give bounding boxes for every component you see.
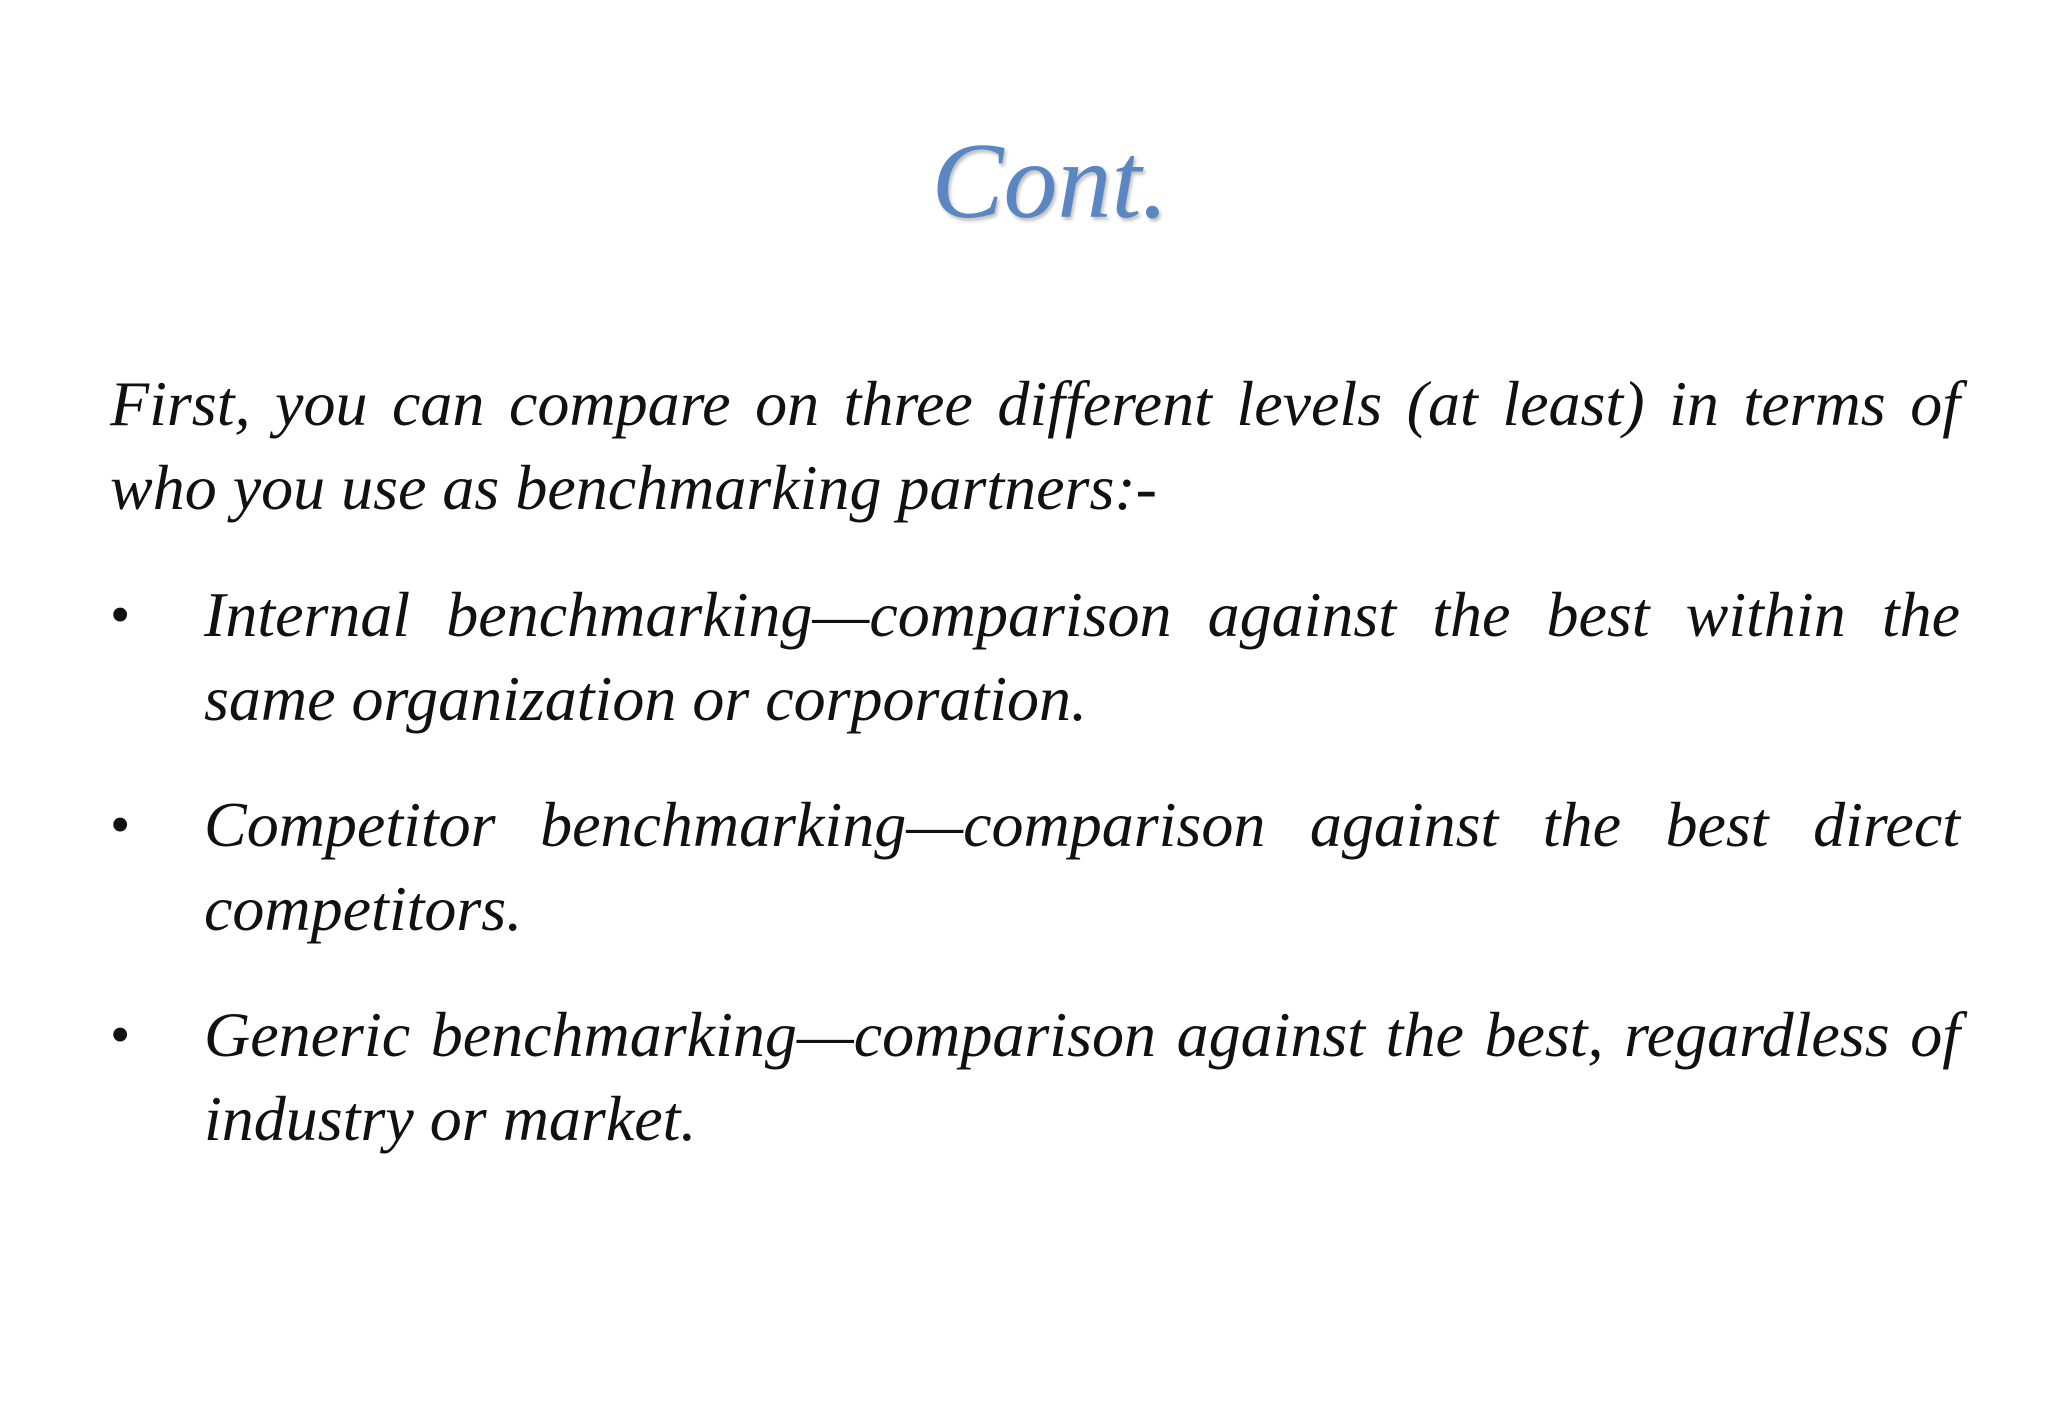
bullet-text-competitor: Competitor benchmarking—comparison against the best direct competitors. xyxy=(204,789,1960,944)
bullet-icon: • xyxy=(110,792,131,857)
bullet-icon: • xyxy=(110,1002,131,1067)
list-item xyxy=(110,573,1960,741)
slide-title: Cont. xyxy=(931,122,1169,241)
intro-paragraph: First, you can compare on three different levels (at least) in terms of who you use as benchmarking partners:- xyxy=(110,368,1960,523)
bullet-text-generic: Generic benchmarking—comparison against the best, regardless of industry or market. xyxy=(204,999,1960,1154)
bullet-text-internal: Internal benchmarking—comparison against the best within the same organization or corporation. xyxy=(204,579,1960,734)
list-item xyxy=(110,783,1960,951)
list-item xyxy=(110,993,1960,1161)
bullet-list xyxy=(110,573,1960,1203)
bullet-icon: • xyxy=(110,582,131,647)
